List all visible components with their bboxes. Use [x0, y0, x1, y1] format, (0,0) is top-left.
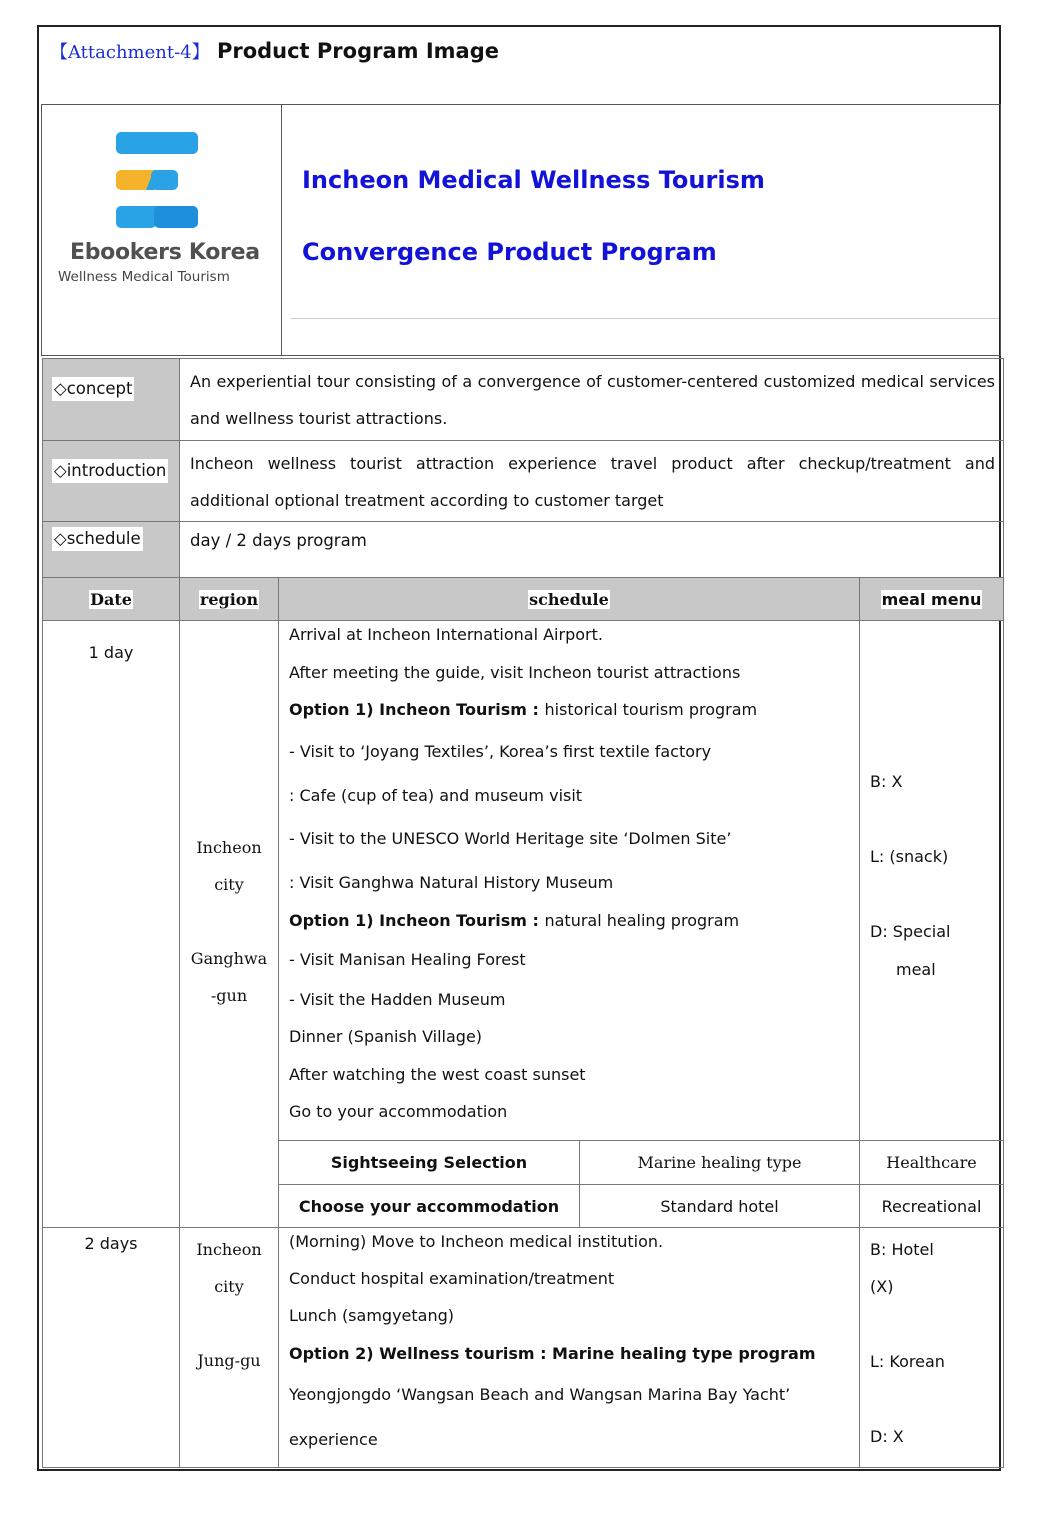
schedule-line: Dinner (Spanish Village)	[289, 1027, 483, 1046]
header-meal	[860, 578, 1004, 621]
day2-region-line: city	[214, 1277, 244, 1296]
schedule-row	[43, 522, 1004, 578]
day2-region-line: Incheon	[196, 1240, 262, 1259]
schedule-line: After meeting the guide, visit Incheon tourist attractions	[289, 663, 741, 682]
program-title-line-1: Incheon Medical Wellness Tourism	[302, 166, 765, 194]
concept-text: An experiential tour consisting of a convergence of customer-centered customized medical services and wellness tourist attractions.	[180, 359, 1004, 441]
schedule-line: After watching the west coast sunset	[289, 1065, 586, 1084]
meal-dinner: D: Special	[870, 922, 951, 941]
attachment-heading: Product Program Image	[216, 39, 499, 63]
schedule-line: Lunch (samgyetang)	[289, 1306, 454, 1325]
header-date-label: Date	[90, 589, 132, 609]
concept-row	[43, 359, 1004, 441]
day2-region-line: Jung-gu	[197, 1351, 261, 1370]
accommodation-label: Choose your accommodation	[279, 1185, 580, 1228]
header-meal-label: meal menu	[881, 589, 982, 609]
meal-breakfast-cont: (X)	[870, 1277, 894, 1296]
schedule-line: - Visit to the UNESCO World Heritage site ‘Dolmen Site’	[289, 829, 732, 848]
day2-region	[180, 1228, 279, 1468]
schedule-line: : Visit Ganghwa Natural History Museum	[289, 873, 614, 892]
introduction-label-cell	[43, 441, 180, 522]
schedule-line: Option 1) Incheon Tourism : historical tourism program	[289, 700, 758, 719]
schedule-line: - Visit to ‘Joyang Textiles’, Korea’s first textile factory	[289, 742, 712, 761]
schedule-line: (Morning) Move to Incheon medical institution.	[289, 1232, 664, 1251]
schedule-line: - Visit the Hadden Museum	[289, 990, 506, 1009]
day2-schedule	[279, 1228, 860, 1468]
accommodation-extra: Recreational	[860, 1185, 1004, 1228]
schedule-line: experience	[289, 1430, 378, 1449]
meal-breakfast: B: X	[870, 772, 903, 791]
logo-bar-top	[116, 132, 198, 154]
day1-region-line: -gun	[210, 986, 248, 1005]
day1-region	[180, 621, 279, 1228]
meal-dinner-cont: meal	[896, 960, 936, 979]
day2-date	[43, 1228, 180, 1468]
schedule-line: Conduct hospital examination/treatment	[289, 1269, 615, 1288]
day1-date	[43, 621, 180, 1228]
day1-meal	[860, 621, 1004, 1141]
table-header-row	[43, 578, 1004, 621]
header-schedule-label: schedule	[529, 589, 609, 609]
day1-row	[43, 621, 1004, 1141]
schedule-line: Arrival at Incheon International Airport.	[289, 625, 603, 644]
header-region-label: region	[199, 589, 259, 609]
schedule-label: ◇schedule	[52, 527, 143, 551]
meal-dinner: D: X	[870, 1427, 904, 1446]
day2-row	[43, 1228, 1004, 1468]
header-date	[43, 578, 180, 621]
logo-bar-middle	[116, 170, 178, 190]
sightseeing-selection-extra: Healthcare	[860, 1141, 1004, 1185]
schedule-line: Option 2) Wellness tourism : Marine healing type program	[289, 1344, 816, 1363]
concept-label-cell	[43, 359, 180, 441]
concept-label: ◇concept	[52, 377, 134, 401]
introduction-row	[43, 441, 1004, 522]
day1-schedule	[279, 621, 860, 1141]
day1-region-line: Ganghwa	[190, 949, 268, 968]
day2-date-label: 2 days	[84, 1234, 138, 1253]
schedule-text: day / 2 days program	[180, 522, 1004, 578]
introduction-label: ◇introduction	[52, 459, 168, 483]
introduction-text: Incheon wellness tourist attraction experience travel product after checkup/treatment and additional optional treatment according to customer target	[180, 441, 1004, 522]
header-divider	[281, 104, 282, 356]
logo-subtitle: Wellness Medical Tourism	[58, 269, 230, 285]
meal-lunch: L: Korean	[870, 1352, 945, 1371]
meal-lunch: L: (snack)	[870, 847, 949, 866]
schedule-line: Option 1) Incheon Tourism : natural healing program	[289, 911, 740, 930]
sightseeing-selection-label: Sightseeing Selection	[279, 1141, 580, 1185]
schedule-line: : Cafe (cup of tea) and museum visit	[289, 786, 583, 805]
day1-date-label: 1 day	[88, 643, 134, 662]
logo-name: Ebookers Korea	[70, 240, 260, 265]
meal-breakfast: B: Hotel	[870, 1240, 934, 1259]
schedule-line: Yeongjongdo ‘Wangsan Beach and Wangsan Marina Bay Yacht’	[289, 1385, 791, 1404]
schedule-line: - Visit Manisan Healing Forest	[289, 950, 526, 969]
header-schedule	[279, 578, 860, 621]
sightseeing-selection-value: Marine healing type	[580, 1141, 860, 1185]
accommodation-value: Standard hotel	[580, 1185, 860, 1228]
header-underline	[291, 318, 999, 319]
attachment-tag: 【Attachment-4】	[50, 42, 210, 63]
day1-region-line: Incheon	[196, 838, 262, 857]
day2-meal	[860, 1228, 1004, 1468]
day1-region-line: city	[214, 875, 244, 894]
header-region	[180, 578, 279, 621]
program-table	[42, 358, 1004, 1468]
schedule-line: Go to your accommodation	[289, 1102, 508, 1121]
schedule-label-cell	[43, 522, 180, 578]
logo-bar-bottom	[116, 206, 198, 228]
attachment-title	[50, 38, 499, 64]
program-title-line-2: Convergence Product Program	[302, 238, 717, 266]
